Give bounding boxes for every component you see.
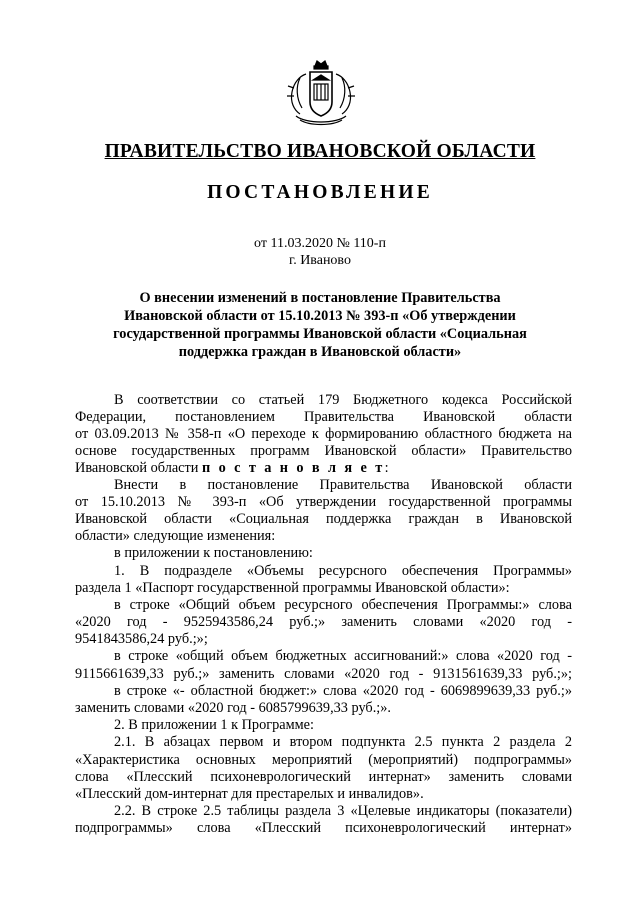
body-line: «Характеристика основных мероприятий (мероприятий) подпрограммы»: [75, 752, 572, 768]
body-line: 2. В приложении 1 к Программе:: [114, 717, 314, 733]
body-line: заменить словами «2020 год - 6085799639,33 руб.;».: [75, 700, 391, 716]
body-line: основе государственных программ Ивановской области» Правительство: [75, 443, 572, 459]
body-line: 2.2. В строке 2.5 таблицы раздела 3 «Целевые индикаторы (показатели): [114, 803, 572, 819]
body-line-text: Ивановской области: [75, 460, 203, 476]
city-line: г. Иваново: [289, 253, 351, 268]
heading-line: государственной программы Ивановской области «Социальная: [113, 326, 527, 342]
body-line: Ивановской области «Социальная поддержка граждан в Ивановской: [75, 511, 572, 527]
date-and-number: от 11.03.2020 № 110-п: [254, 236, 386, 251]
coat-of-arms-emblem: [286, 58, 356, 130]
body-line: 9115661639,33 руб.;» заменить словами «2020 год - 9131561639,33 руб.;»;: [75, 666, 572, 682]
body-line: от 03.09.2013 № 358-п «О переходе к формированию областного бюджета на: [75, 426, 572, 442]
body-line: В соответствии со статьей 179 Бюджетного кодекса Российской: [114, 392, 572, 408]
body-line: в приложении к постановлению:: [114, 545, 313, 561]
body-line: слова «Плесский психоневрологический интернат» заменить словами: [75, 769, 572, 785]
resolves-word: п о с т а н о в л я е т: [202, 460, 385, 476]
body-line: 9541843586,24 руб.;»;: [75, 631, 208, 647]
body-line: [75, 460, 389, 477]
body-line: в строке «Общий объем ресурсного обеспечения Программы:» слова: [114, 597, 572, 613]
body-line: Федерации, постановлением Правительства Ивановской области: [75, 409, 572, 425]
body-line: области» следующие изменения:: [75, 528, 276, 544]
body-line: в строке «- областной бюджет:» слова «2020 год - 6069899639,33 руб.;»: [114, 683, 572, 699]
document-type: ПОСТАНОВЛЕНИЕ: [207, 182, 433, 203]
body-line: 1. В подразделе «Объемы ресурсного обеспечения Программы»: [114, 563, 572, 579]
body-line: от 15.10.2013 № 393-п «Об утверждении государственной программы: [75, 494, 572, 510]
body-line: раздела 1 «Паспорт государственной программы Ивановской области»:: [75, 580, 510, 596]
body-line: Внести в постановление Правительства Ивановской области: [114, 477, 572, 493]
body-line: «2020 год - 9525943586,24 руб.;» заменить словами «2020 год -: [75, 614, 572, 630]
resolves-colon: :: [384, 460, 389, 476]
heading-line: Ивановской области от 15.10.2013 № 393-п «Об утверждении: [124, 308, 516, 324]
heading-line: О внесении изменений в постановление Правительства: [139, 290, 501, 306]
government-title: ПРАВИТЕЛЬСТВО ИВАНОВСКОЙ ОБЛАСТИ: [104, 141, 536, 162]
body-line: в строке «общий объем бюджетных ассигнований:» слова «2020 год -: [114, 648, 572, 664]
body-line: подпрограммы» слова «Плесский психоневрологический интернат»: [75, 820, 572, 836]
body-line: «Плесский дом-интернат для престарелых и инвалидов».: [75, 786, 424, 802]
heading-line: поддержка граждан в Ивановской области»: [178, 344, 462, 360]
body-line: 2.1. В абзацах первом и втором подпункта 2.5 пункта 2 раздела 2: [114, 734, 572, 750]
